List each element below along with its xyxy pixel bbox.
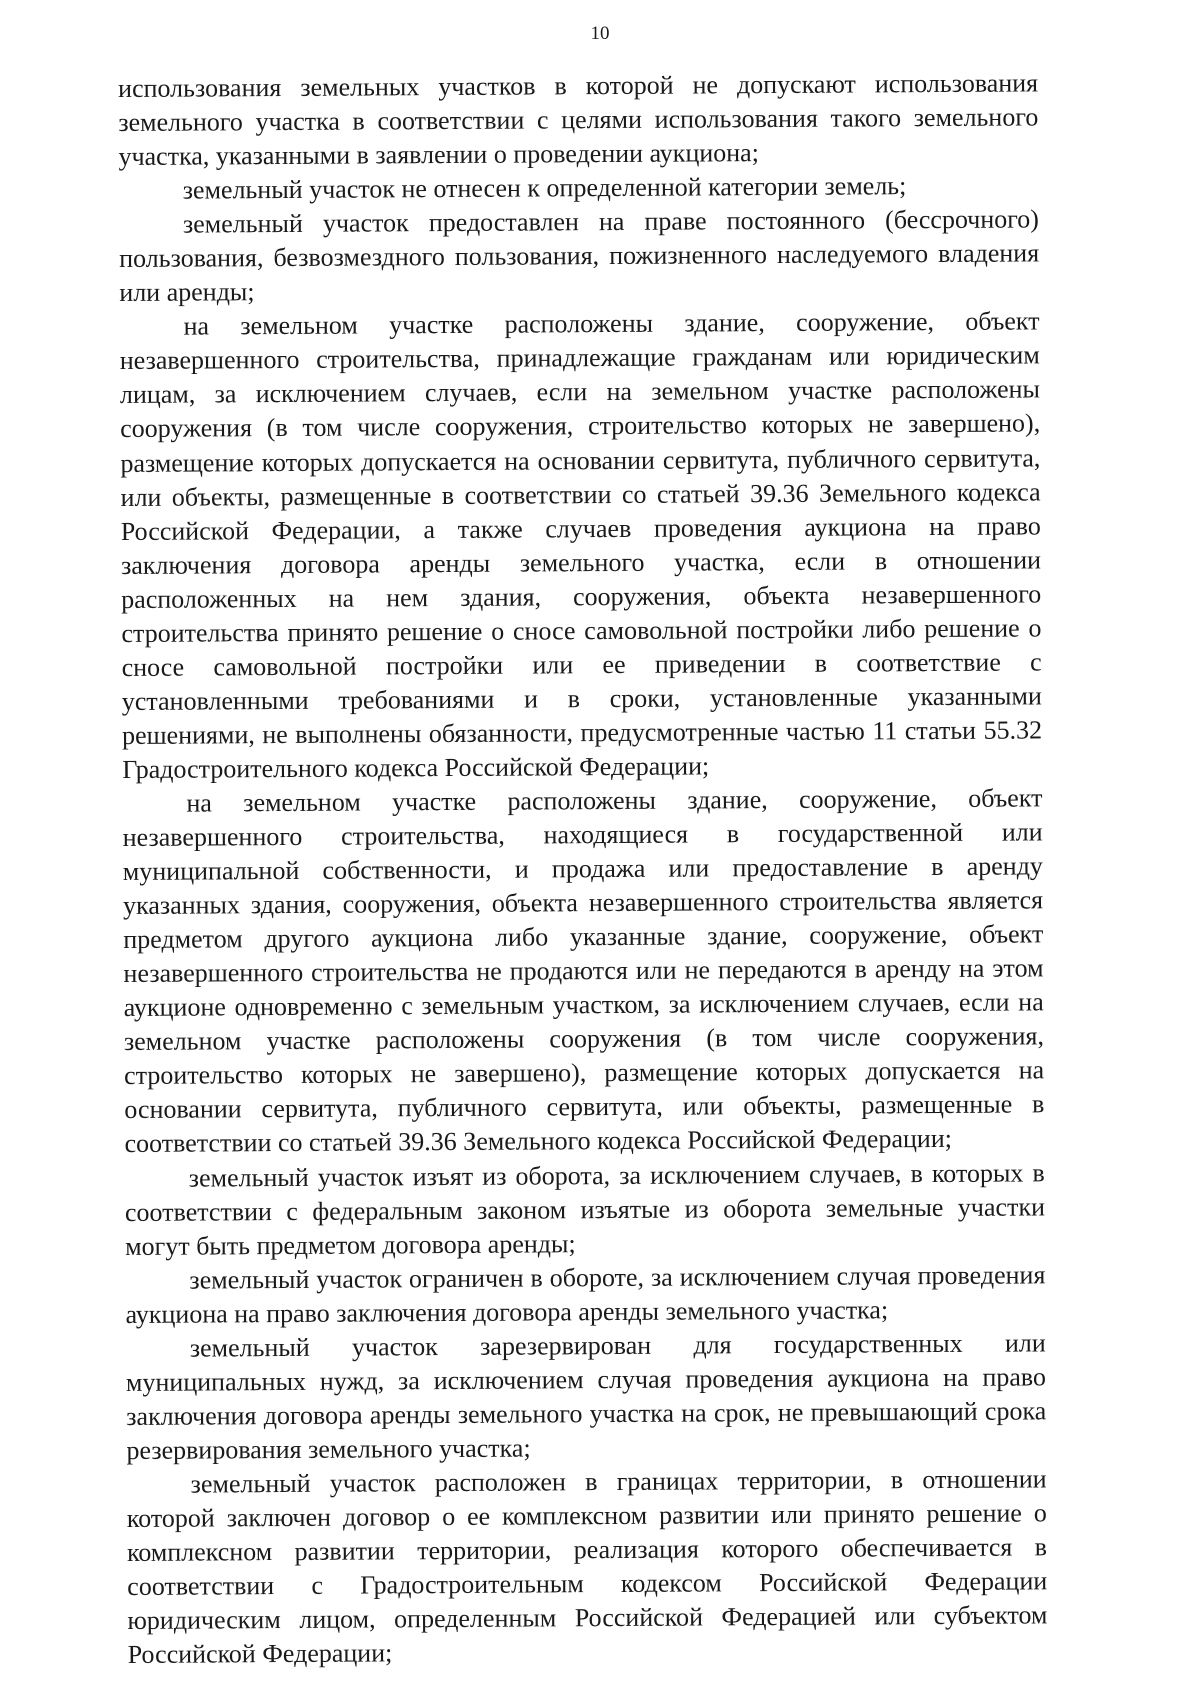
paragraph-4: на земельном участке расположены здание, сооружение, объект незавершенного строительства, принадлежащие гражданам или юридическим лицам, за исключением случаев, если на земельном участке расположены сооружения (в том числе сооружения, строительство которых не завершено), размещение которых допускается на основании сервитута, публичного сервитута, или объекты, размещенные в соответствии со статьей 39.36 Земельного кодекса Российской Федерации, а также случаев проведения аукциона на право заключения договора аренды земельного участка, если в отношении расположенных на нем здания, сооружения, объекта незавершенного строительства принято решение о сносе самовольной постройки либо решение о сносе самовольной постройки или ее приведении в соответствие с установленными требованиями и в сроки, установленные указанными решениями, не выполнены обязанности, предусмотренные частью 11 статьи 55.32 Градостроительного кодекса Российской Федерации; (119, 306, 1043, 784)
paragraph-9: земельный участок расположен в границах территории, в отношении которой заключен договор о ее комплексном развитии или принято решение о комплексном развитии территории, реализация которого обеспечивается в соответствии с Градостроительным кодексом Российской Федерации юридическим лицом, определенным Российской Федерацией или субъектом Российской Федерации; (126, 1464, 1048, 1670)
paragraph-6: земельный участок изъят из оборота, за исключением случаев, в которых в соответствии с федеральным законом изъятые из оборота земельные участки могут быть предметом договора аренды; (124, 1157, 1046, 1261)
page-number: 10 (590, 23, 610, 44)
document-body (118, 66, 1048, 1672)
paragraph-8: земельный участок зарезервирован для государственных или муниципальных нужд, за исключением случая проведения аукциона на право заключения договора аренды земельного участка на срок, не превышающий срока резервирования земельного участка; (125, 1328, 1047, 1465)
paragraph-1: использования земельных участков в которой не допускают использования земельного участка в соответствии с целями использования такого земельного участка, указанными в заявлении о проведении аукциона; (118, 68, 1039, 172)
paragraph-5: на земельном участке расположены здание, сооружение, объект незавершенного строительства, находящиеся в государственной или муниципальной собственности, и продажа или предоставление в аренду указанных здания, сооружения, объекта незавершенного строительства является предметом другого аукциона либо указанные здание, сооружение, объект незавершенного строительства не продаются или не передаются в аренду на этом аукционе одновременно с земельным участком, за исключением случаев, если на земельном участке расположены сооружения (в том числе сооружения, строительство которых не завершено), размещение которых допускается на основании сервитута, публичного сервитута, или объекты, размещенные в соответствии со статьей 39.36 Земельного кодекса Российской Федерации; (122, 783, 1045, 1159)
paragraph-2: земельный участок не отнесен к определенной категории земель; (182, 171, 907, 205)
paragraph-7: земельный участок ограничен в обороте, за исключением случая проведения аукциона на право заключения договора аренды земельного участка; (125, 1259, 1046, 1329)
paragraph-3: земельный участок предоставлен на праве постоянного (бессрочного) пользования, безвозмездного пользования, пожизненного наследуемого владения или аренды; (119, 204, 1040, 308)
